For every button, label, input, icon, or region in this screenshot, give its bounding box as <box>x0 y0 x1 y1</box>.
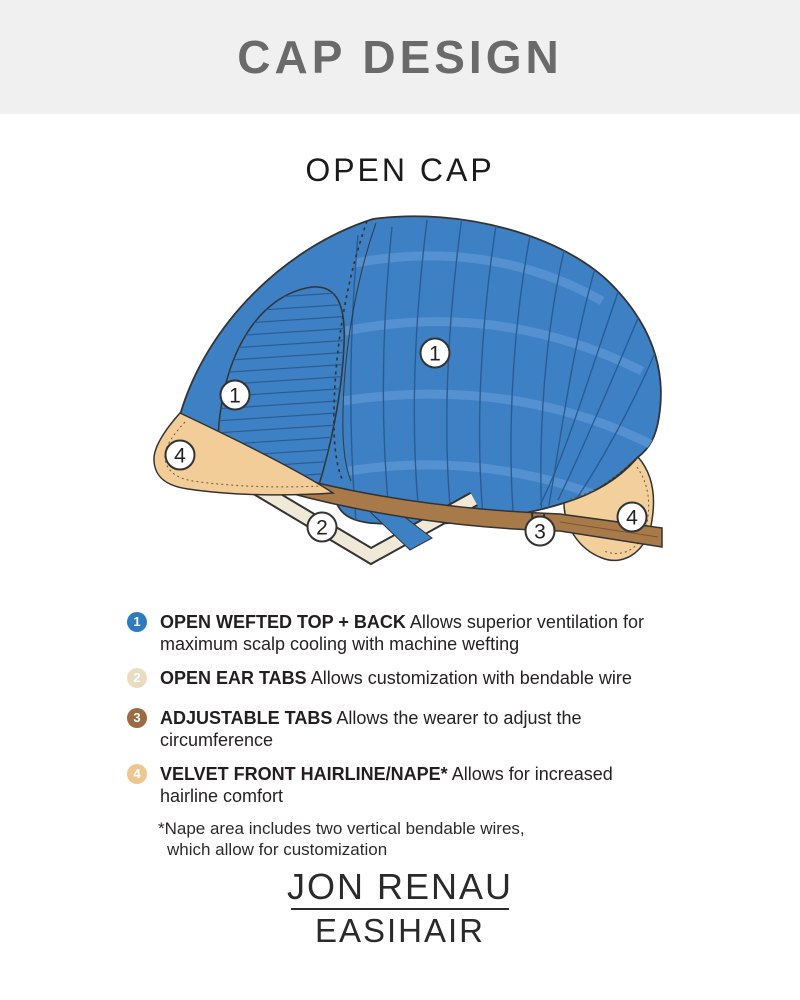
page-title: CAP DESIGN <box>237 31 563 83</box>
brand-name-top: JON RENAU <box>286 866 514 907</box>
legend-item-text <box>160 611 670 655</box>
callout-label: 2 <box>316 516 328 540</box>
callout-label: 4 <box>626 506 638 530</box>
callout-label: 1 <box>229 384 241 408</box>
legend-item-adjustable-tabs <box>127 707 687 751</box>
legend-item-title: ADJUSTABLE TABS <box>160 708 333 728</box>
legend-item-title: OPEN WEFTED TOP + BACK <box>160 612 406 632</box>
legend-item-title: VELVET FRONT HAIRLINE/NAPE* <box>160 764 448 784</box>
footnote-line1: *Nape area includes two vertical bendable wires, <box>158 819 525 838</box>
brand-logo <box>0 868 800 948</box>
brand-name-bottom: EASIHAIR <box>314 912 486 949</box>
legend-item-text <box>160 667 670 689</box>
legend-item-desc-line2: maximum scalp cooling with machine wefting <box>160 634 520 654</box>
legend-item-desc: Allows superior ventilation for <box>409 612 644 632</box>
cap-style-subtitle: OPEN CAP <box>305 152 495 188</box>
legend-item-desc: Allows for increased <box>451 764 613 784</box>
legend-item-velvet-front <box>127 763 687 807</box>
legend-item-text <box>160 707 670 751</box>
legend-bullet-2: 2 <box>127 668 147 688</box>
footnote-line2: which allow for customization <box>167 840 388 859</box>
legend-item-open-ear-tabs <box>127 667 687 689</box>
header-banner <box>0 0 800 114</box>
nape-footnote <box>158 818 687 860</box>
legend <box>127 611 687 860</box>
legend-bullet-1: 1 <box>127 612 147 632</box>
legend-item-desc: Allows the wearer to adjust the circumference <box>160 708 582 750</box>
wig-cap-diagram <box>140 205 680 585</box>
legend-item-text <box>160 763 670 807</box>
legend-item-open-wefted-top <box>127 611 687 655</box>
legend-item-desc: Allows customization with bendable wire <box>310 668 632 688</box>
callout-label: 3 <box>534 520 546 544</box>
legend-bullet-4: 4 <box>127 764 147 784</box>
legend-bullet-3: 3 <box>127 708 147 728</box>
legend-item-desc-line2: hairline comfort <box>160 786 284 806</box>
legend-item-title: OPEN EAR TABS <box>160 668 307 688</box>
brand-divider-line <box>291 908 509 910</box>
callout-label: 1 <box>429 342 441 366</box>
callout-label: 4 <box>174 444 186 468</box>
